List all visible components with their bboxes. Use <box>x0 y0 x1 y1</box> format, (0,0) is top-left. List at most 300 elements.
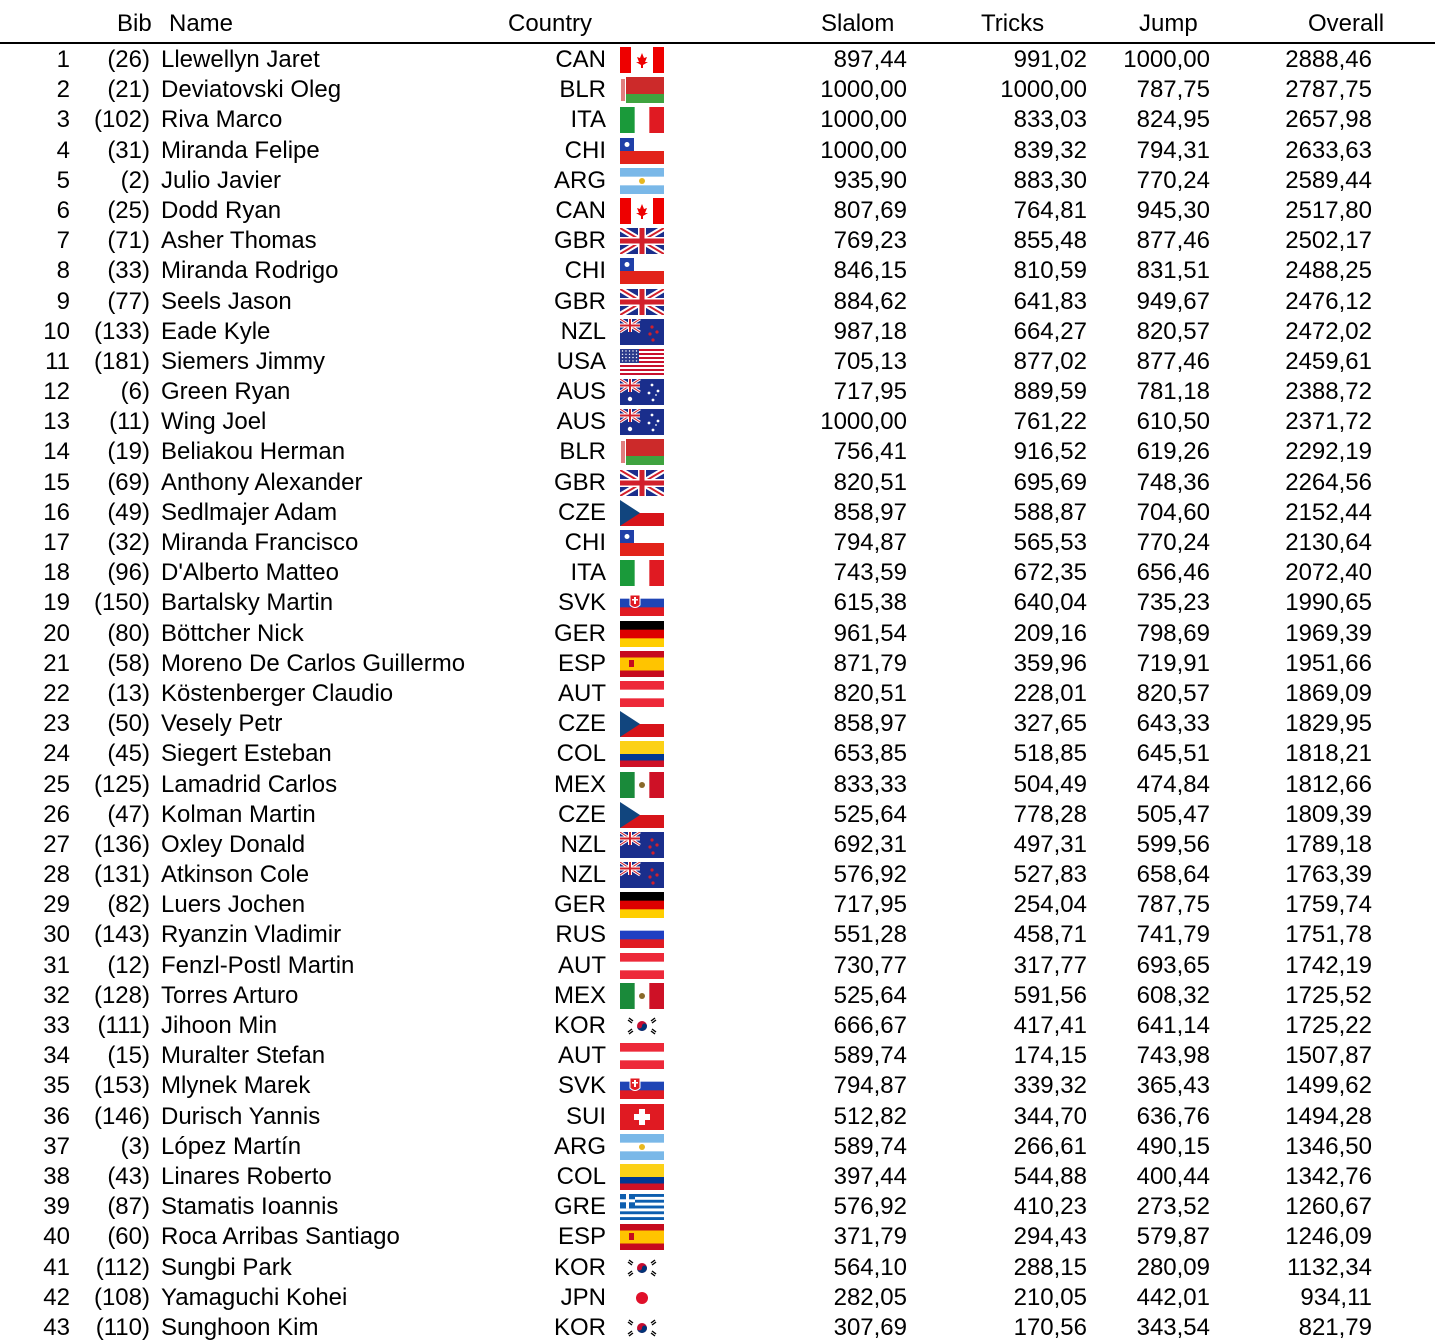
jump-score: 610,50 <box>1136 408 1210 436</box>
overall-score: 2472,02 <box>1285 317 1372 345</box>
jump-score: 619,26 <box>1136 438 1210 466</box>
tricks-score: 327,65 <box>1013 710 1087 738</box>
slalom-score: 730,77 <box>833 951 907 979</box>
country-code: CHI <box>564 136 606 164</box>
header-jump: Jump <box>1139 10 1198 37</box>
country-code: SUI <box>565 1102 606 1130</box>
jump-score: 748,36 <box>1136 468 1210 496</box>
table-row <box>0 136 1435 166</box>
flag-icon <box>620 530 664 556</box>
bib-cell: (49) <box>107 498 150 526</box>
bib-cell: (69) <box>107 468 150 496</box>
athlete-name: Beliakou Herman <box>161 438 346 466</box>
tricks-score: 810,59 <box>1013 257 1087 285</box>
header-bib: Bib <box>117 10 152 37</box>
tricks-score: 527,83 <box>1013 861 1087 889</box>
overall-score: 2502,17 <box>1285 227 1372 255</box>
jump-score: 719,91 <box>1136 649 1210 677</box>
flag-icon <box>620 107 664 133</box>
slalom-score: 307,69 <box>833 1313 907 1341</box>
header-slalom: Slalom <box>821 10 895 37</box>
bib-cell: (50) <box>107 710 150 738</box>
table-row <box>0 1132 1435 1162</box>
overall-score: 2264,56 <box>1285 468 1372 496</box>
country-code: CHI <box>564 529 606 556</box>
slalom-score: 1000,00 <box>820 408 907 436</box>
rank-cell: 6 <box>56 196 70 224</box>
table-row <box>0 528 1435 558</box>
bib-cell: (3) <box>120 1132 150 1160</box>
country-code: COL <box>556 740 606 768</box>
slalom-score: 897,44 <box>833 46 907 73</box>
table-row <box>0 1283 1435 1313</box>
tricks-score: 317,77 <box>1013 951 1087 979</box>
country-code: AUS <box>556 378 606 406</box>
flag-icon <box>620 922 664 948</box>
rank-cell: 25 <box>43 770 70 798</box>
rank-cell: 29 <box>43 891 70 919</box>
table-row <box>0 890 1435 920</box>
overall-score: 2888,46 <box>1285 46 1372 73</box>
flag-icon <box>620 892 664 918</box>
slalom-score: 846,15 <box>833 257 907 285</box>
overall-score: 2488,25 <box>1285 257 1372 285</box>
bib-cell: (6) <box>120 378 150 406</box>
table-row <box>0 679 1435 709</box>
table-row <box>0 1041 1435 1071</box>
country-code: GRE <box>553 1193 606 1221</box>
bib-cell: (96) <box>107 559 150 587</box>
tricks-score: 288,15 <box>1013 1253 1087 1281</box>
table-row <box>0 287 1435 317</box>
rank-cell: 9 <box>56 287 70 315</box>
bib-cell: (125) <box>93 770 150 798</box>
bib-cell: (108) <box>93 1283 150 1311</box>
tricks-score: 410,23 <box>1013 1193 1087 1221</box>
athlete-name: López Martín <box>161 1132 302 1160</box>
overall-score: 1951,66 <box>1285 649 1372 677</box>
country-code: ESP <box>557 649 606 677</box>
athlete-name: Kolman Martin <box>161 800 316 828</box>
tricks-score: 664,27 <box>1013 317 1087 345</box>
country-code: ESP <box>557 1223 606 1251</box>
slalom-score: 794,87 <box>833 529 907 556</box>
tricks-score: 916,52 <box>1013 438 1087 466</box>
slalom-score: 525,64 <box>833 981 907 1009</box>
flag-icon <box>620 862 664 888</box>
jump-score: 400,44 <box>1136 1162 1210 1190</box>
tricks-score: 672,35 <box>1013 559 1087 587</box>
overall-score: 1132,34 <box>1287 1253 1372 1281</box>
tricks-score: 641,83 <box>1013 287 1087 315</box>
header-overall: Overall <box>1308 10 1385 37</box>
athlete-name: Torres Arturo <box>161 981 299 1009</box>
jump-score: 280,09 <box>1136 1253 1210 1281</box>
athlete-name: Mlynek Marek <box>161 1072 311 1100</box>
rank-cell: 28 <box>43 861 70 889</box>
overall-score: 2589,44 <box>1285 166 1372 194</box>
athlete-name: Siemers Jimmy <box>161 347 326 375</box>
rank-cell: 33 <box>43 1012 70 1039</box>
flag-icon <box>620 681 664 707</box>
header-name: Name <box>169 10 234 37</box>
jump-score: 1000,00 <box>1123 46 1210 73</box>
athlete-name: Moreno De Carlos Guillermo <box>161 649 466 677</box>
slalom-score: 653,85 <box>833 740 907 768</box>
flag-icon <box>620 1164 664 1190</box>
jump-score: 824,95 <box>1136 106 1210 134</box>
jump-score: 645,51 <box>1136 740 1210 768</box>
bib-cell: (19) <box>107 438 150 466</box>
tricks-score: 588,87 <box>1013 498 1087 526</box>
jump-score: 579,87 <box>1136 1223 1210 1251</box>
overall-score: 2072,40 <box>1285 559 1372 587</box>
rank-cell: 2 <box>56 76 70 104</box>
country-code: ARG <box>553 166 606 194</box>
bib-cell: (146) <box>93 1102 150 1130</box>
slalom-score: 512,82 <box>833 1102 907 1130</box>
athlete-name: Lamadrid Carlos <box>161 770 338 798</box>
bib-cell: (150) <box>93 589 150 617</box>
rank-cell: 20 <box>43 619 70 647</box>
table-row <box>0 377 1435 407</box>
overall-score: 934,11 <box>1300 1283 1372 1311</box>
athlete-name: Riva Marco <box>161 106 283 134</box>
slalom-score: 1000,00 <box>820 76 907 104</box>
overall-score: 821,79 <box>1298 1313 1372 1341</box>
bib-cell: (60) <box>107 1223 150 1251</box>
flag-icon <box>620 470 664 496</box>
slalom-score: 769,23 <box>833 227 907 255</box>
slalom-score: 371,79 <box>833 1223 907 1251</box>
overall-score: 1342,76 <box>1285 1162 1372 1190</box>
country-code: SVK <box>557 589 606 617</box>
overall-score: 1829,95 <box>1285 710 1372 738</box>
bib-cell: (87) <box>107 1193 150 1221</box>
overall-score: 1990,65 <box>1285 589 1372 617</box>
rank-cell: 16 <box>43 498 70 526</box>
athlete-name: Sedlmajer Adam <box>161 498 338 526</box>
flag-icon <box>620 621 664 647</box>
slalom-score: 987,18 <box>833 317 907 345</box>
flag-icon <box>620 772 664 798</box>
athlete-name: Atkinson Cole <box>161 861 310 889</box>
tricks-score: 877,02 <box>1013 347 1087 375</box>
bib-cell: (71) <box>107 227 150 255</box>
flag-icon <box>620 832 664 858</box>
table-row <box>0 196 1435 226</box>
header-country: Country <box>508 10 593 37</box>
athlete-name: Sungbi Park <box>161 1253 292 1281</box>
table-row <box>0 558 1435 588</box>
table-row <box>0 588 1435 618</box>
header-tricks: Tricks <box>981 10 1045 37</box>
athlete-name: Llewellyn Jaret <box>161 46 320 73</box>
rank-cell: 30 <box>43 921 70 949</box>
tricks-score: 855,48 <box>1013 227 1087 255</box>
flag-icon <box>620 258 664 284</box>
tricks-score: 764,81 <box>1013 196 1087 224</box>
rank-cell: 19 <box>43 589 70 617</box>
bib-cell: (153) <box>93 1072 150 1100</box>
athlete-name: Yamaguchi Kohei <box>161 1283 348 1311</box>
jump-score: 505,47 <box>1136 800 1210 828</box>
overall-score: 1789,18 <box>1285 830 1372 858</box>
slalom-score: 666,67 <box>833 1012 907 1039</box>
table-row <box>0 1253 1435 1283</box>
jump-score: 273,52 <box>1136 1193 1210 1221</box>
jump-score: 798,69 <box>1136 619 1210 647</box>
overall-score: 1818,21 <box>1285 740 1372 768</box>
athlete-name: Siegert Esteban <box>161 740 332 768</box>
bib-cell: (25) <box>107 196 150 224</box>
rank-cell: 1 <box>56 46 70 73</box>
overall-score: 1759,74 <box>1285 891 1372 919</box>
bib-cell: (136) <box>93 830 150 858</box>
jump-score: 474,84 <box>1136 770 1210 798</box>
athlete-name: Köstenberger Claudio <box>161 679 394 707</box>
tricks-score: 417,41 <box>1013 1012 1087 1039</box>
slalom-score: 884,62 <box>833 287 907 315</box>
slalom-score: 717,95 <box>833 891 907 919</box>
country-code: MEX <box>553 981 606 1009</box>
table-row <box>0 407 1435 437</box>
table-row <box>0 468 1435 498</box>
jump-score: 442,01 <box>1136 1283 1210 1311</box>
flag-icon <box>620 983 664 1009</box>
overall-score: 1812,66 <box>1285 770 1372 798</box>
country-code: GBR <box>553 227 606 255</box>
slalom-score: 871,79 <box>833 649 907 677</box>
country-code: RUS <box>555 921 606 949</box>
country-code: NZL <box>560 861 606 889</box>
jump-score: 877,46 <box>1136 227 1210 255</box>
overall-score: 1869,09 <box>1285 679 1372 707</box>
jump-score: 343,54 <box>1136 1313 1210 1341</box>
rank-cell: 26 <box>43 800 70 828</box>
rank-cell: 14 <box>43 438 70 466</box>
country-code: CZE <box>558 710 606 738</box>
flag-icon <box>620 439 664 465</box>
rank-cell: 10 <box>43 317 70 345</box>
flag-icon <box>620 319 664 345</box>
country-code: AUT <box>558 1042 606 1070</box>
jump-score: 704,60 <box>1136 498 1210 526</box>
overall-score: 1346,50 <box>1285 1132 1372 1160</box>
overall-score: 2476,12 <box>1285 287 1372 315</box>
table-row <box>0 1071 1435 1101</box>
flag-icon <box>620 168 664 194</box>
country-code: GBR <box>553 287 606 315</box>
overall-score: 1763,39 <box>1285 861 1372 889</box>
athlete-name: Eade Kyle <box>161 317 271 345</box>
slalom-score: 576,92 <box>833 861 907 889</box>
tricks-score: 174,15 <box>1013 1042 1087 1070</box>
athlete-name: Vesely Petr <box>161 710 283 738</box>
country-code: ITA <box>570 106 606 134</box>
overall-score: 2657,98 <box>1285 106 1372 134</box>
flag-icon <box>620 47 664 73</box>
country-code: CAN <box>555 196 606 224</box>
country-code: CAN <box>555 46 606 73</box>
flag-icon <box>620 1104 664 1130</box>
bib-cell: (11) <box>109 408 150 436</box>
jump-score: 794,31 <box>1136 136 1210 164</box>
bib-cell: (110) <box>95 1313 150 1341</box>
flag-icon <box>620 349 664 375</box>
bib-cell: (33) <box>107 257 150 285</box>
tricks-score: 170,56 <box>1013 1313 1087 1341</box>
bib-cell: (45) <box>107 740 150 768</box>
overall-score: 1742,19 <box>1285 951 1372 979</box>
bib-cell: (102) <box>93 106 150 134</box>
table-row <box>0 739 1435 769</box>
tricks-score: 640,04 <box>1013 589 1087 617</box>
slalom-score: 820,51 <box>833 468 907 496</box>
bib-cell: (77) <box>107 287 150 315</box>
overall-score: 2517,80 <box>1285 196 1372 224</box>
rank-cell: 3 <box>56 106 70 134</box>
jump-score: 781,18 <box>1136 378 1210 406</box>
country-code: NZL <box>560 317 606 345</box>
country-code: JPN <box>560 1283 606 1311</box>
jump-score: 656,46 <box>1136 559 1210 587</box>
rank-cell: 7 <box>56 227 70 255</box>
athlete-name: Oxley Donald <box>161 830 306 858</box>
jump-score: 787,75 <box>1136 76 1210 104</box>
rank-cell: 40 <box>43 1223 70 1251</box>
bib-cell: (112) <box>95 1253 150 1281</box>
rank-cell: 12 <box>43 378 70 406</box>
table-row <box>0 1192 1435 1222</box>
flag-icon <box>620 77 664 103</box>
overall-score: 1969,39 <box>1285 619 1372 647</box>
bib-cell: (15) <box>107 1042 150 1070</box>
athlete-name: Sunghoon Kim <box>161 1313 319 1341</box>
table-row <box>0 830 1435 860</box>
table-row <box>0 105 1435 135</box>
table-row <box>0 619 1435 649</box>
bib-cell: (131) <box>93 861 150 889</box>
tricks-score: 518,85 <box>1013 740 1087 768</box>
tricks-score: 544,88 <box>1013 1162 1087 1190</box>
rank-cell: 36 <box>43 1102 70 1130</box>
tricks-score: 294,43 <box>1013 1223 1087 1251</box>
rank-cell: 24 <box>43 740 70 768</box>
tricks-score: 695,69 <box>1013 468 1087 496</box>
table-row <box>0 437 1435 467</box>
country-code: NZL <box>560 830 606 858</box>
tricks-score: 591,56 <box>1013 981 1087 1009</box>
athlete-name: Wing Joel <box>161 408 267 436</box>
rank-cell: 31 <box>43 951 70 979</box>
athlete-name: Linares Roberto <box>161 1162 332 1190</box>
table-row <box>0 347 1435 377</box>
athlete-name: Bartalsky Martin <box>161 589 334 617</box>
tricks-score: 228,01 <box>1013 679 1087 707</box>
athlete-name: Stamatis Ioannis <box>161 1193 339 1221</box>
athlete-name: Julio Javier <box>161 166 282 194</box>
table-row <box>0 1222 1435 1252</box>
flag-icon <box>620 1134 664 1160</box>
athlete-name: Roca Arribas Santiago <box>161 1223 400 1251</box>
overall-score: 1246,09 <box>1285 1223 1372 1251</box>
overall-score: 1260,67 <box>1285 1193 1372 1221</box>
athlete-name: Seels Jason <box>161 287 292 315</box>
athlete-name: Luers Jochen <box>161 891 306 919</box>
flag-icon <box>620 590 664 616</box>
tricks-score: 565,53 <box>1013 529 1087 556</box>
flag-icon <box>620 711 664 737</box>
jump-score: 599,56 <box>1136 830 1210 858</box>
flag-icon <box>620 802 664 828</box>
tricks-score: 761,22 <box>1013 408 1087 436</box>
jump-score: 490,15 <box>1136 1132 1210 1160</box>
slalom-score: 820,51 <box>833 679 907 707</box>
tricks-score: 209,16 <box>1013 619 1087 647</box>
country-code: BLR <box>559 76 606 104</box>
athlete-name: Miranda Francisco <box>161 529 359 556</box>
slalom-score: 858,97 <box>833 710 907 738</box>
country-code: ARG <box>553 1132 606 1160</box>
country-code: USA <box>556 347 606 375</box>
athlete-name: Böttcher Nick <box>161 619 304 647</box>
overall-score: 2787,75 <box>1285 76 1372 104</box>
flag-icon <box>620 379 664 405</box>
bib-cell: (111) <box>97 1012 150 1039</box>
bib-cell: (13) <box>107 679 150 707</box>
overall-score: 1494,28 <box>1285 1102 1372 1130</box>
bib-cell: (12) <box>107 951 150 979</box>
athlete-name: Miranda Rodrigo <box>161 257 339 285</box>
country-code: GER <box>553 891 606 919</box>
athlete-name: D'Alberto Matteo <box>161 559 339 587</box>
jump-score: 770,24 <box>1136 166 1210 194</box>
bib-cell: (128) <box>93 981 150 1009</box>
country-code: CHI <box>564 257 606 285</box>
rank-cell: 42 <box>43 1283 70 1311</box>
bib-cell: (43) <box>107 1162 150 1190</box>
country-code: AUS <box>556 408 606 436</box>
athlete-name: Anthony Alexander <box>161 468 363 496</box>
table-row <box>0 649 1435 679</box>
bib-cell: (31) <box>107 136 150 164</box>
tricks-score: 339,32 <box>1013 1072 1087 1100</box>
flag-icon <box>620 1013 664 1039</box>
slalom-score: 858,97 <box>833 498 907 526</box>
tricks-score: 778,28 <box>1013 800 1087 828</box>
rank-cell: 41 <box>43 1253 70 1281</box>
slalom-score: 717,95 <box>833 378 907 406</box>
bib-cell: (143) <box>93 921 150 949</box>
country-code: KOR <box>553 1253 606 1281</box>
table-row <box>0 45 1435 75</box>
flag-icon <box>620 741 664 767</box>
jump-score: 770,24 <box>1136 529 1210 556</box>
overall-score: 2633,63 <box>1285 136 1372 164</box>
jump-score: 831,51 <box>1136 257 1210 285</box>
slalom-score: 807,69 <box>833 196 907 224</box>
bib-cell: (82) <box>107 891 150 919</box>
athlete-name: Asher Thomas <box>161 227 317 255</box>
overall-score: 2130,64 <box>1285 529 1372 556</box>
tricks-score: 266,61 <box>1013 1132 1087 1160</box>
jump-score: 787,75 <box>1136 891 1210 919</box>
flag-icon <box>620 138 664 164</box>
flag-icon <box>620 500 664 526</box>
table-row <box>0 981 1435 1011</box>
table-row <box>0 256 1435 286</box>
